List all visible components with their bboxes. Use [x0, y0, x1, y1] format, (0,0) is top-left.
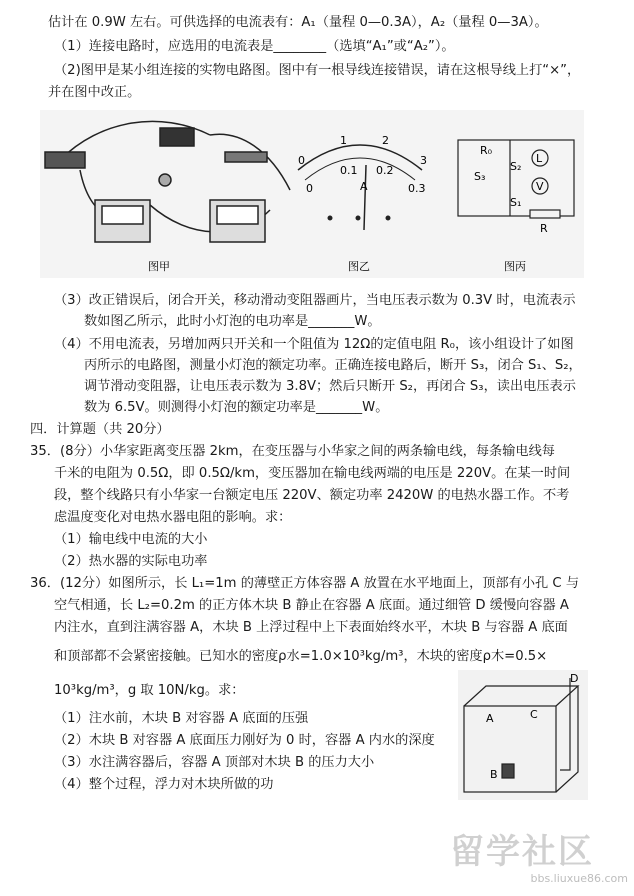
bing-label-s2: S₂: [510, 160, 522, 173]
box-label-b: B: [490, 768, 498, 781]
text-line: 虑温度变化对电热水器电阻的影响。求：: [54, 510, 292, 525]
logo-text: 留学社区: [450, 832, 594, 872]
text-line: （1）连接电路时，应选用的电流表是________（选填“A₁”或“A₂”）。: [54, 39, 455, 54]
scale-top-0: 0: [298, 154, 305, 167]
container-diagram: [458, 670, 588, 800]
text-line: （3）水注满容器后，容器 A 顶部对木块 B 的压力大小: [54, 755, 375, 770]
text-line: （2)图甲是某小组连接的实物电路图。图中有一根导线连接错误，请在这根导线上打“×”，: [54, 63, 581, 78]
text-line: 内注水，直到注满容器 A，木块 B 上浮过程中上下表面始终水平，木块 B 与容器 A 底面: [54, 620, 568, 635]
bing-label-r: R: [540, 222, 548, 235]
box-label-c: C: [530, 708, 538, 721]
text-line: 丙所示的电路图，测量小灯泡的额定功率。正确连接电路后，断开 S₃，闭合 S₁、S₂，: [84, 358, 582, 373]
bing-label-s1: S₁: [510, 196, 522, 209]
text-line: 和顶部都不会紧密接触。已知水的密度ρ水=1.0×10³kg/m³，木块的密度ρ木=0.5×: [54, 649, 548, 664]
box-label-a: A: [486, 712, 494, 725]
watermark-logo: [450, 832, 628, 890]
text-line: （4）不用电流表，另增加两只开关和一个阻值为 12Ω的定值电阻 R₀，该小组设计了如图: [54, 337, 574, 352]
text-line: 空气相通，长 L₂=0.2m 的正方体木块 B 静止在容器 A 底面。通过细管 D 缓慢向容器 A: [54, 598, 569, 613]
text-line: 数为 6.5V。则测得小灯泡的额定功率是_______W。: [84, 400, 389, 415]
figure-strip: [40, 110, 584, 278]
text-line: 数如图乙所示，此时小灯泡的电功率是_______W。: [84, 314, 381, 329]
scale-top-3: 3: [420, 154, 427, 167]
text-line: （2）热水器的实际电功率: [54, 554, 208, 569]
fig-yi-label: 图乙: [348, 260, 370, 273]
circuit-photo: [45, 121, 290, 242]
figure-drawing: [40, 110, 584, 278]
bing-label-r0: R₀: [480, 144, 493, 157]
text-line: （2）木块 B 对容器 A 底面压力刚好为 0 时，容器 A 内水的深度: [54, 733, 435, 748]
text-line: 36．(12分）如图所示，长 L₁=1m 的薄壁正方体容器 A 放置在水平地面上，顶部有小孔 C 与: [30, 576, 580, 591]
scale-bottom-2: 0.2: [376, 164, 394, 177]
meter-unit: A: [360, 180, 368, 193]
bing-label-v: V: [536, 180, 544, 193]
text-line: （4）整个过程，浮力对木块所做的功: [54, 777, 274, 792]
text-line: （3）改正错误后，闭合开关，移动滑动变阻器画片，当电压表示数为 0.3V 时，电流表示: [54, 293, 576, 308]
scale-top-1: 1: [340, 134, 347, 147]
text-line: 调节滑动变阻器，让电压表示数为 3.8V；然后只断开 S₂，再闭合 S₃，读出电压表示: [84, 379, 576, 394]
text-line: 10³kg/m³，g 取 10N/kg。求：: [54, 683, 245, 698]
scale-bottom-1: 0.1: [340, 164, 358, 177]
bing-label-s3: S₃: [474, 170, 486, 183]
text-line: （1）注水前，木块 B 对容器 A 底面的压强: [54, 711, 309, 726]
scale-bottom-0: 0: [306, 182, 313, 195]
text-line: 35．(8分）小华家距离变压器 2km，在变压器与小华家之间的两条输电线，每条输电线每: [30, 444, 555, 459]
text-line: （1）输电线中电流的大小: [54, 532, 208, 547]
text-line: 千米的电阻为 0.5Ω，即 0.5Ω/km，变压器加在输电线两端的电压是 220V。在某一时间: [54, 466, 571, 481]
text-line: 估计在 0.9W 左右。可供选择的电流表有：A₁（量程 0—0.3A），A₂（量程 0—3A）。: [48, 15, 548, 30]
fig-jia-label: 图甲: [148, 260, 170, 273]
fig-bing-label: 图丙: [504, 260, 526, 273]
scale-bottom-3: 0.3: [408, 182, 426, 195]
scale-top-2: 2: [382, 134, 389, 147]
box-label-d: D: [570, 672, 579, 685]
section-heading: 四．计算题（共 20分）: [30, 422, 170, 437]
text-line: 段，整个线路只有小华家一台额定电压 220V、额定功率 2420W 的电热水器工作。不考: [54, 488, 570, 503]
bing-label-l: L: [536, 152, 543, 165]
text-line: 并在图中改正。: [48, 85, 141, 100]
logo-url: bbs.liuxue86.com: [530, 872, 628, 885]
